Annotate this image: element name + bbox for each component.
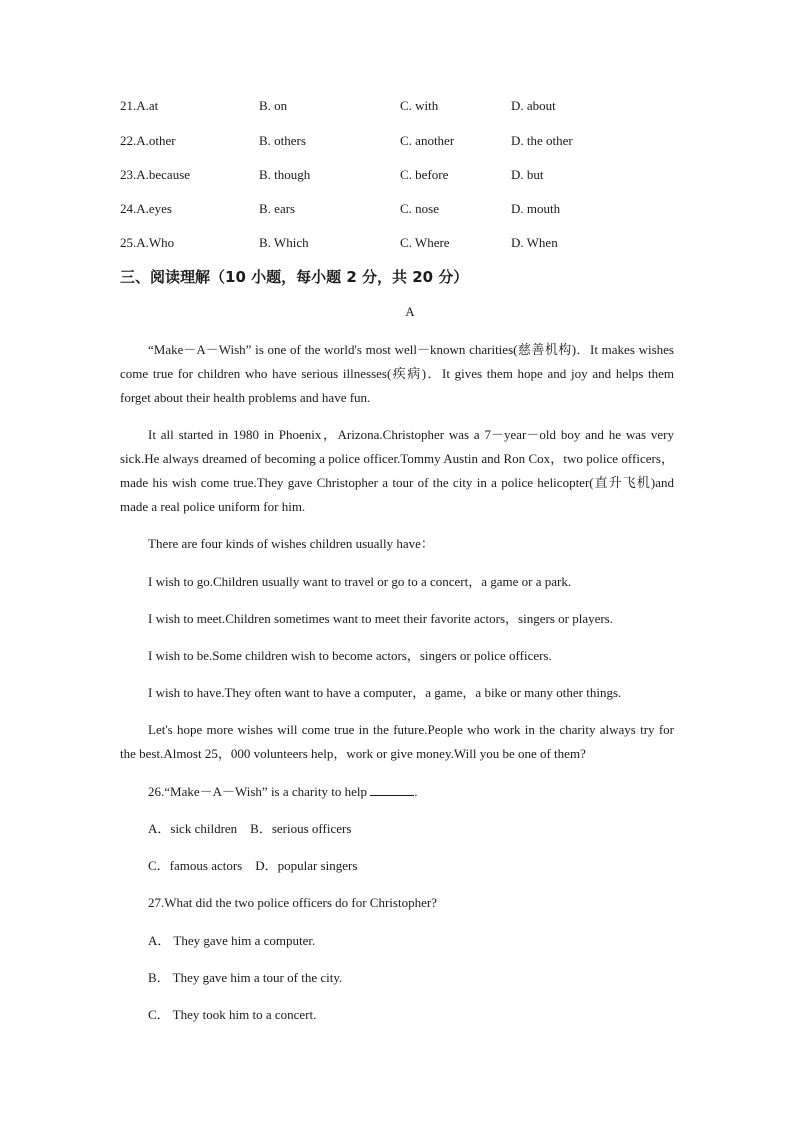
option-b: B. on [259,98,288,113]
option-d: D. When [511,235,558,250]
question-26-options-cd: C．famous actors D．popular singers [148,858,358,873]
option-c: C. with [400,98,439,113]
option-c: C. nose [400,201,439,216]
passage-label: A [405,304,415,319]
paragraph-intro: “Make－A－Wish” is one of the world's most well－known charities(慈善机构)．It makes wishes come true for children who have serious illnesses(疾病)．It gives them hope and joy and helps them forget about their health problems and have fun. [120,342,674,405]
option-c: C. another [400,133,455,148]
question-26-stem: 26.“Make－A－Wish” is a charity to help [148,784,367,799]
option-a: 24.A.eyes [120,201,172,216]
option-a: 22.A.other [120,133,176,148]
option-b: B. others [259,133,306,148]
question-27-stem: 27.What did the two police officers do for Christopher? [148,895,437,910]
option-c: C. Where [400,235,450,250]
option-d: D. about [511,98,556,113]
paragraph-history: It all started in 1980 in Phoenix，Arizona.Christopher was a 7－year－old boy and he was very sick.He always dreamed of becoming a police officer.Tommy Austin and Ron Cox，two police officers，made his wish come true.They gave Christopher a tour of the city in a police helicopter(直升飞机)and made a real police uniform for him. [120,427,674,514]
section-title: 三、阅读理解（10 小题，每小题 2 分，共 20 分） [120,268,469,286]
option-a: 23.A.because [120,167,191,182]
wish-be-line: I wish to be.Some children wish to become actors，singers or police officers. [148,648,552,663]
question-26 [148,782,417,802]
option-b: B. ears [259,201,296,216]
paragraph-closing: Let's hope more wishes will come true in the future.People who work in the charity always try for the best.Almost 25，000 volunteers help，work or give money.Will you be one of them? [120,722,674,761]
question-27-option-a: A． They gave him a computer. [148,933,316,948]
wish-have-line: I wish to have.They often want to have a computer，a game，a bike or many other things. [148,685,622,700]
question-27-option-c: C． They took him to a concert. [148,1007,317,1022]
kinds-intro: There are four kinds of wishes children usually have： [148,536,434,551]
option-d: D. mouth [511,201,561,216]
question-26-options-ab: A．sick children B．serious officers [148,821,352,836]
answer-blank [370,783,414,796]
wish-go-line: I wish to go.Children usually want to travel or go to a concert，a game or a park. [148,574,572,589]
option-d: D. the other [511,133,573,148]
option-a: 25.A.Who [120,235,175,250]
option-b: B. Which [259,235,309,250]
option-d: D. but [511,167,544,182]
option-a: 21.A.at [120,98,159,113]
question-26-stem-end: . [414,784,418,799]
wish-meet-line: I wish to meet.Children sometimes want to meet their favorite actors，singers or players. [148,611,613,626]
option-b: B. though [259,167,311,182]
question-27-option-b: B． They gave him a tour of the city. [148,970,343,985]
option-c: C. before [400,167,449,182]
